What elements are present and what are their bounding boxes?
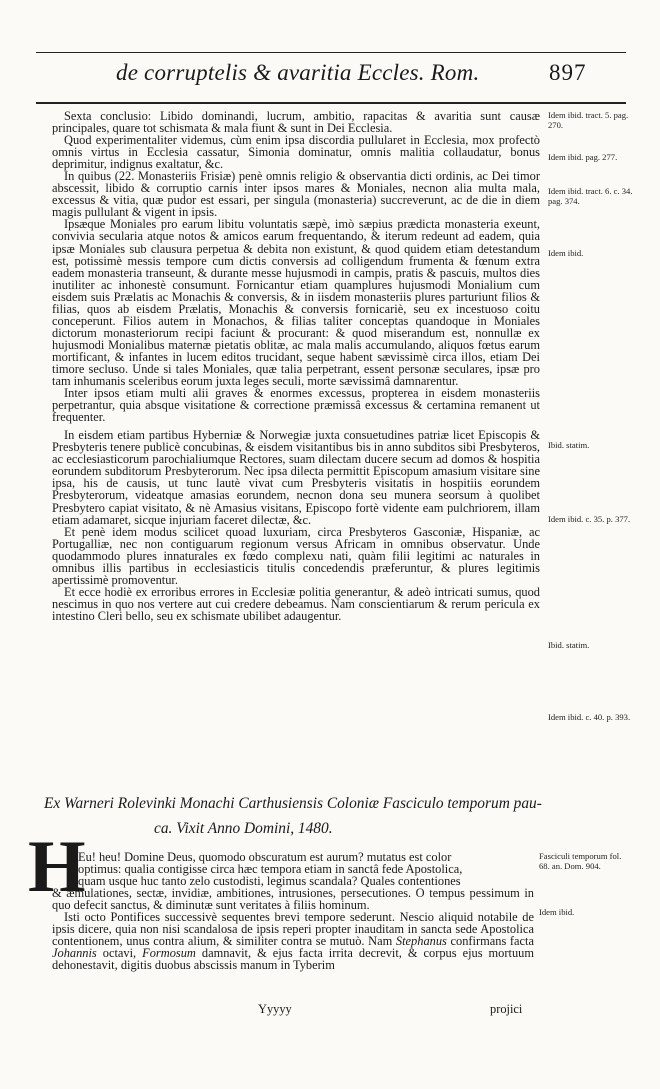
paragraph: Et penè idem modus scilicet quoad luxuriam, circa Presbyteros Gasconiæ, Hispaniæ, ac Portugalliæ, nec non contiguarum regionum versus Africam in omnibus observatur. Unde quodammodo plures innaturales ex fœdo complexu nati, quàm filii legitimi ac naturales in omnibus illis partibus in ecclesiasticis titulis concedendis præferuntur, & plures legitimis apertissimè promoventur.: [52, 524, 540, 587]
signature-mark: Yyyyy: [258, 1002, 292, 1016]
margin-note: Idem ibid. tract. 6. c. 34. pag. 374.: [548, 186, 633, 207]
paragraph: Sexta conclusio: Libido dominandi, lucrum, ambitio, rapacitas & avaritia sunt causæ principales, quare tot schismata & mala fiunt & sunt in Dei Ecclesia.: [52, 109, 540, 136]
paragraph: Inter ipsos etiam multi alii graves & enormes excessus, propterea in eisdem monasteriis perpetrantur, quia absque visitatione & correctione præmissâ excessus & certamina remanent ut frequenter.: [52, 386, 540, 425]
section-text-block: [52, 851, 534, 971]
section-heading: [44, 791, 604, 841]
top-rule: [36, 52, 626, 53]
section-heading-line2: ca. Vixit Anno Domini, 1480.: [154, 820, 333, 837]
margin-note: Idem ibid. c. 40. p. 393.: [548, 712, 631, 722]
margin-note: Idem ibid. pag. 277.: [548, 152, 618, 162]
italic-name: Formosum: [142, 946, 196, 961]
text-run: damnavit, & ejus facta irrita decrevit, & corpus ejus mortuum dehonestavit, digitis duobus abscissis manum in Tyberim: [52, 946, 534, 973]
paragraph: Quod experimentaliter videmus, cùm enim ipsa discordia pullularet in Ecclesia, mox profectò omnis virtus in Ecclesia cassatur, Simonia dominatur, omnis malitia collaudatur, bonus deprimitur, indignus exaltatur, &c.: [52, 133, 540, 172]
main-text-block: [52, 108, 540, 622]
text-run: confirmans facta: [450, 934, 534, 949]
page-number: 897: [549, 60, 587, 85]
italic-name: Johannis: [52, 946, 97, 961]
section-paragraph: [52, 911, 534, 971]
dropcap-line: quam usque huc tanto zelo custodisti, legimus scandala? Quales contentiones: [78, 874, 461, 889]
margin-note: Idem ibid.: [539, 907, 575, 917]
drop-cap: H: [28, 826, 86, 908]
text-run: octavi,: [102, 946, 137, 961]
dropcap-line: Eu! heu! Domine Deus, quomodo obscuratum est aurum? mutatus est color: [78, 850, 452, 864]
margin-note: Idem ibid. tract. 5. pag. 270.: [548, 110, 629, 131]
paragraph: Ipsæque Moniales pro earum libitu voluntatis sæpè, imò sæpius prædicta monasteria exeunt, convivia secularia atque notos & amicos earum frequentando, & iterum redeunt ad eadem, quia ipsæ Moniales sub clausura perpetua & debita non existunt, & quod quidem etiam detestandum est, potissimè messis tempore cum dictis conversis ad colligendum frumenta & fœnum extra eadem monasteria transeunt, & durante messe hujusmodi in campis, pratis & pascuis, multos dies inutiliter ac inhonestè consumunt. Fornicantur etiam quamplures hujusmodi Monialium cum eisdem suis Prælatis ac Monachis & conversis, & in iisdem monasteriis plures parturiunt filios & filias, quos ab eisdem Prælatis, Monachis & conversis fornicariè, seu ex incestuoso coitu conceperunt. Filios autem in Monachos, & filias taliter conceptas quandoque in Moniales dictorum monasteriorum recipi faciunt & procurant: & quod miserandum est, nonnullæ ex hujusmodi Monialibus maternæ pietatis oblitæ, ac mala malis accumulando, aliquos fœtus earum mortificant, & infantes in lucem editos trucidant, seque habent sævissimè circa illos, etiam Dei timore secluso. Unde si tales Moniales, quæ talia perpetrant, essent personæ seculares, ipsæ pro tam inhumanis sceleribus eorum juxta leges seculi, morte sævissimâ damnarentur.: [52, 217, 540, 389]
paragraph-rest: & æmulationes, sectæ, invidiæ, ambitiones, intrusiones, persecutiones. O tempus pessimum in quo defecit sanctus, & diminutæ sunt veritates à filiis hominum.: [52, 886, 534, 913]
catchword: projici: [490, 1002, 523, 1016]
text-run: Isti octo Pontifices successivè sequentes brevi tempore sederunt. Nescio aliquid notabile de ipsis dicere, quia non nisi scandalosa de ipsis reperi propter inauditam in sancta sede Apostolica contentionem, unus contra alium, & similiter contra se mutuò. Nam: [52, 910, 534, 949]
margin-note: Idem ibid. c. 35. p. 377.: [548, 514, 631, 524]
section-heading-line1: Ex Warneri Rolevinki Monachi Carthusiensis Coloniæ Fasciculo temporum pau-: [44, 795, 542, 812]
title-rule: [36, 102, 626, 104]
margin-note: Fasciculi temporum fol. 68. an. Dom. 904.: [539, 851, 622, 872]
margin-note: Idem ibid.: [548, 248, 584, 258]
margin-note: Ibid. statim.: [548, 640, 590, 650]
paragraph: Et ecce hodiè ex erroribus errores in Ecclesiæ politia generantur, & adeò intricati sumus, quod nescimus in quo nos vertere aut cui credere debeamus. Nam conscientiarum & rerum pericula ex intestino Cleri bello, seu ex schismate ubilibet adaugentur.: [52, 584, 540, 623]
paragraph: In quibus (22. Monasteriis Frisiæ) penè omnis religio & observantia dicti ordinis, ac Dei timor abscessit, libido & corruptio carnis inter ipsos mares & Moniales, necnon alia multa mala, excessus & vitia, quæ pudor est essari, per singula (monasteria) succreverunt, ac de die in diem magis pullulant & vigent in ipsis.: [52, 169, 540, 220]
section-paragraph: [52, 851, 534, 911]
margin-note: Ibid. statim.: [548, 440, 590, 450]
italic-name: Stephanus: [395, 934, 447, 949]
running-head: de corruptelis & avaritia Eccles. Rom.: [116, 60, 480, 85]
dropcap-line: optimus: qualia contigisse circa hæc tempora etiam in sanctâ fede Apostolica,: [78, 862, 463, 877]
paragraph: In eisdem etiam partibus Hyberniæ & Norwegiæ juxta consuetudines patriæ licet Episcopis & Presbyteris tenere publicè concubinas, & eisdem visitantibus bis in anno subditos sibi Presbyteros, ac ecclesiasticorum parochialiumque Rectores, suam dilectam ducere secum ad domos & hospitia eorundem subditorum Presbyterorum. Nec ipsa dilecta permittit Episcopum amasium visitare sine ipsa, his de causis, ut tunc lautè vivat cum Presbyteris visitatis in hospitiis eorundem Presbyterorum, videatque amasias eorundem, necnon dona seu munera seorsum à quolibet Presbytero capiat visitato, & nè Amasius visitans, Episcopo fortè vidente eam pulchriorem, illam etiam adamaret, sicque injuriam faceret dilectæ, &c.: [52, 428, 540, 527]
